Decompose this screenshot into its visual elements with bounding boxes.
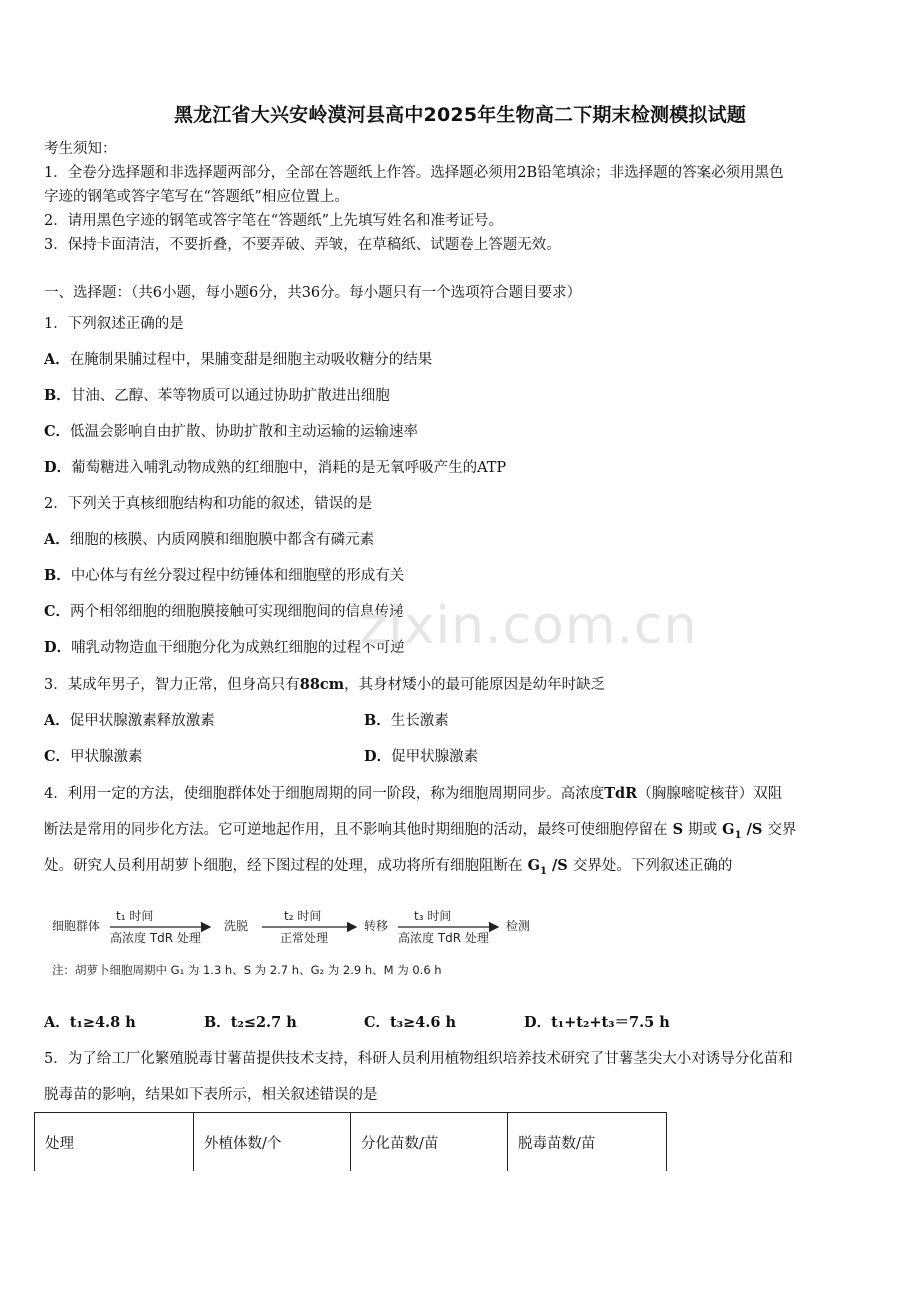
q4-line-2: 断法是常用的同步化方法。它可逆地起作用，且不影响其他时期细胞的活动，最终可使细胞停留在 S 期或 $G_1$ /S 交界: [44, 821, 797, 841]
q2-option-d: D．哺乳动物造血干细胞分化为成熟红细胞的过程不可逆: [44, 639, 405, 656]
notice-item-1a: 1．全卷分选择题和非选择题两部分，全部在答题纸上作答。选择题必须用2B铅笔填涂；非选择题的答案必须用黑色: [44, 165, 784, 181]
notice-heading: 考生须知：: [44, 141, 117, 157]
q4-option-b: B．t₂≤2.7 h: [204, 1014, 297, 1031]
notice-item-2: 2．请用黑色字迹的钢笔或答字笔在“答题纸”上先填写姓名和准考证号。: [44, 213, 504, 229]
table-header-cell: 脱毒苗数/苗: [508, 1113, 667, 1172]
q3-option-b: B．生长激素: [364, 712, 449, 729]
q2-option-a: A．细胞的核膜、内质网膜和细胞膜中都含有磷元素: [44, 531, 375, 548]
exam-title: 黑龙江省大兴安岭漠河县高中2025年生物高二下期末检测模拟试题: [173, 104, 747, 126]
diagram-node-cells: 细胞群体: [52, 919, 101, 933]
q2-stem: 2．下列关于真核细胞结构和功能的叙述，错误的是: [44, 496, 373, 512]
diagram-note: 注：胡萝卜细胞周期中 G₁ 为 1.3 h、S 为 2.7 h、G₂ 为 2.9 h、M 为 0.6 h: [52, 963, 442, 977]
watermark: zixin.com.cn: [360, 596, 698, 656]
diagram-node-transfer: 转移: [364, 919, 389, 933]
q1-option-b: B．甘油、乙醇、苯等物质可以通过协助扩散进出细胞: [44, 387, 390, 404]
q1-option-c: C．低温会影响自由扩散、协助扩散和主动运输的运输速率: [44, 423, 419, 440]
q4-option-c: C．t₃≥4.6 h: [364, 1014, 457, 1031]
diagram-arrow3-bottom: 高浓度 TdR 处理: [398, 931, 489, 945]
q2-option-b: B．中心体与有丝分裂过程中纺锤体和细胞壁的形成有关: [44, 567, 405, 584]
q1-option-a: A．在腌制果脯过程中，果脯变甜是细胞主动吸收糖分的结果: [44, 351, 433, 368]
q3-option-a: A．促甲状腺激素释放激素: [44, 712, 215, 729]
table-header-cell: 分化苗数/苗: [351, 1113, 508, 1172]
diagram-arrow1-top: t₁ 时间: [116, 909, 154, 923]
diagram-node-detect: 检测: [506, 919, 531, 933]
diagram-node-wash: 洗脱: [224, 919, 249, 933]
q3-option-c: C．甲状腺激素: [44, 748, 143, 765]
notice-item-3: 3．保持卡面清洁，不要折叠，不要弄破、弄皱，在草稿纸、试题卷上答题无效。: [44, 237, 561, 253]
table-header-row: [35, 1113, 667, 1172]
diagram-arrow2-bottom: 正常处理: [280, 931, 329, 945]
q5-results-table: [34, 1112, 667, 1171]
table-header-cell: 处理: [35, 1113, 194, 1172]
diagram-arrow2-top: t₂ 时间: [284, 909, 322, 923]
q4-option-d: D．t₁+t₂+t₃＝7.5 h: [524, 1014, 670, 1031]
q3-stem: 3．某成年男子，智力正常，但身高只有88cm，其身材矮小的最可能原因是幼年时缺乏: [44, 676, 606, 693]
q5-line-1: 5．为了给工厂化繁殖脱毒甘薯苗提供技术支持，科研人员利用植物组织培养技术研究了甘薯茎尖大小对诱导分化苗和: [44, 1051, 793, 1067]
q4-line-1: 4．利用一定的方法，使细胞群体处于细胞周期的同一阶段，称为细胞周期同步。高浓度TdR（胸腺嘧啶核苷）双阻: [44, 785, 783, 802]
diagram-arrow1-bottom: 高浓度 TdR 处理: [110, 931, 201, 945]
section-heading: 一、选择题：（共6小题，每小题6分，共36分。每小题只有一个选项符合题目要求）: [44, 285, 582, 301]
notice-item-1b: 字迹的钢笔或答字笔写在“答题纸”相应位置上。: [44, 189, 349, 205]
q1-option-d: D．葡萄糖进入哺乳动物成熟的红细胞中，消耗的是无氧呼吸产生的ATP: [44, 459, 507, 476]
table-header-cell: 外植体数/个: [194, 1113, 351, 1172]
q1-stem: 1．下列叙述正确的是: [44, 316, 184, 332]
q4-process-diagram: [48, 906, 548, 986]
q5-line-2: 脱毒苗的影响，结果如下表所示，相关叙述错误的是: [44, 1087, 378, 1103]
diagram-arrow3-top: t₃ 时间: [414, 909, 452, 923]
q4-line-3: 处。研究人员利用胡萝卜细胞，经下图过程的处理，成功将所有细胞阻断在 $G_1$ /S 交界处。下列叙述正确的: [44, 857, 733, 877]
q2-option-c: C．两个相邻细胞的细胞膜接触可实现细胞间的信息传递: [44, 603, 404, 620]
q3-option-d: D．促甲状腺激素: [364, 748, 479, 765]
q4-option-a: A．t₁≥4.8 h: [44, 1014, 136, 1031]
